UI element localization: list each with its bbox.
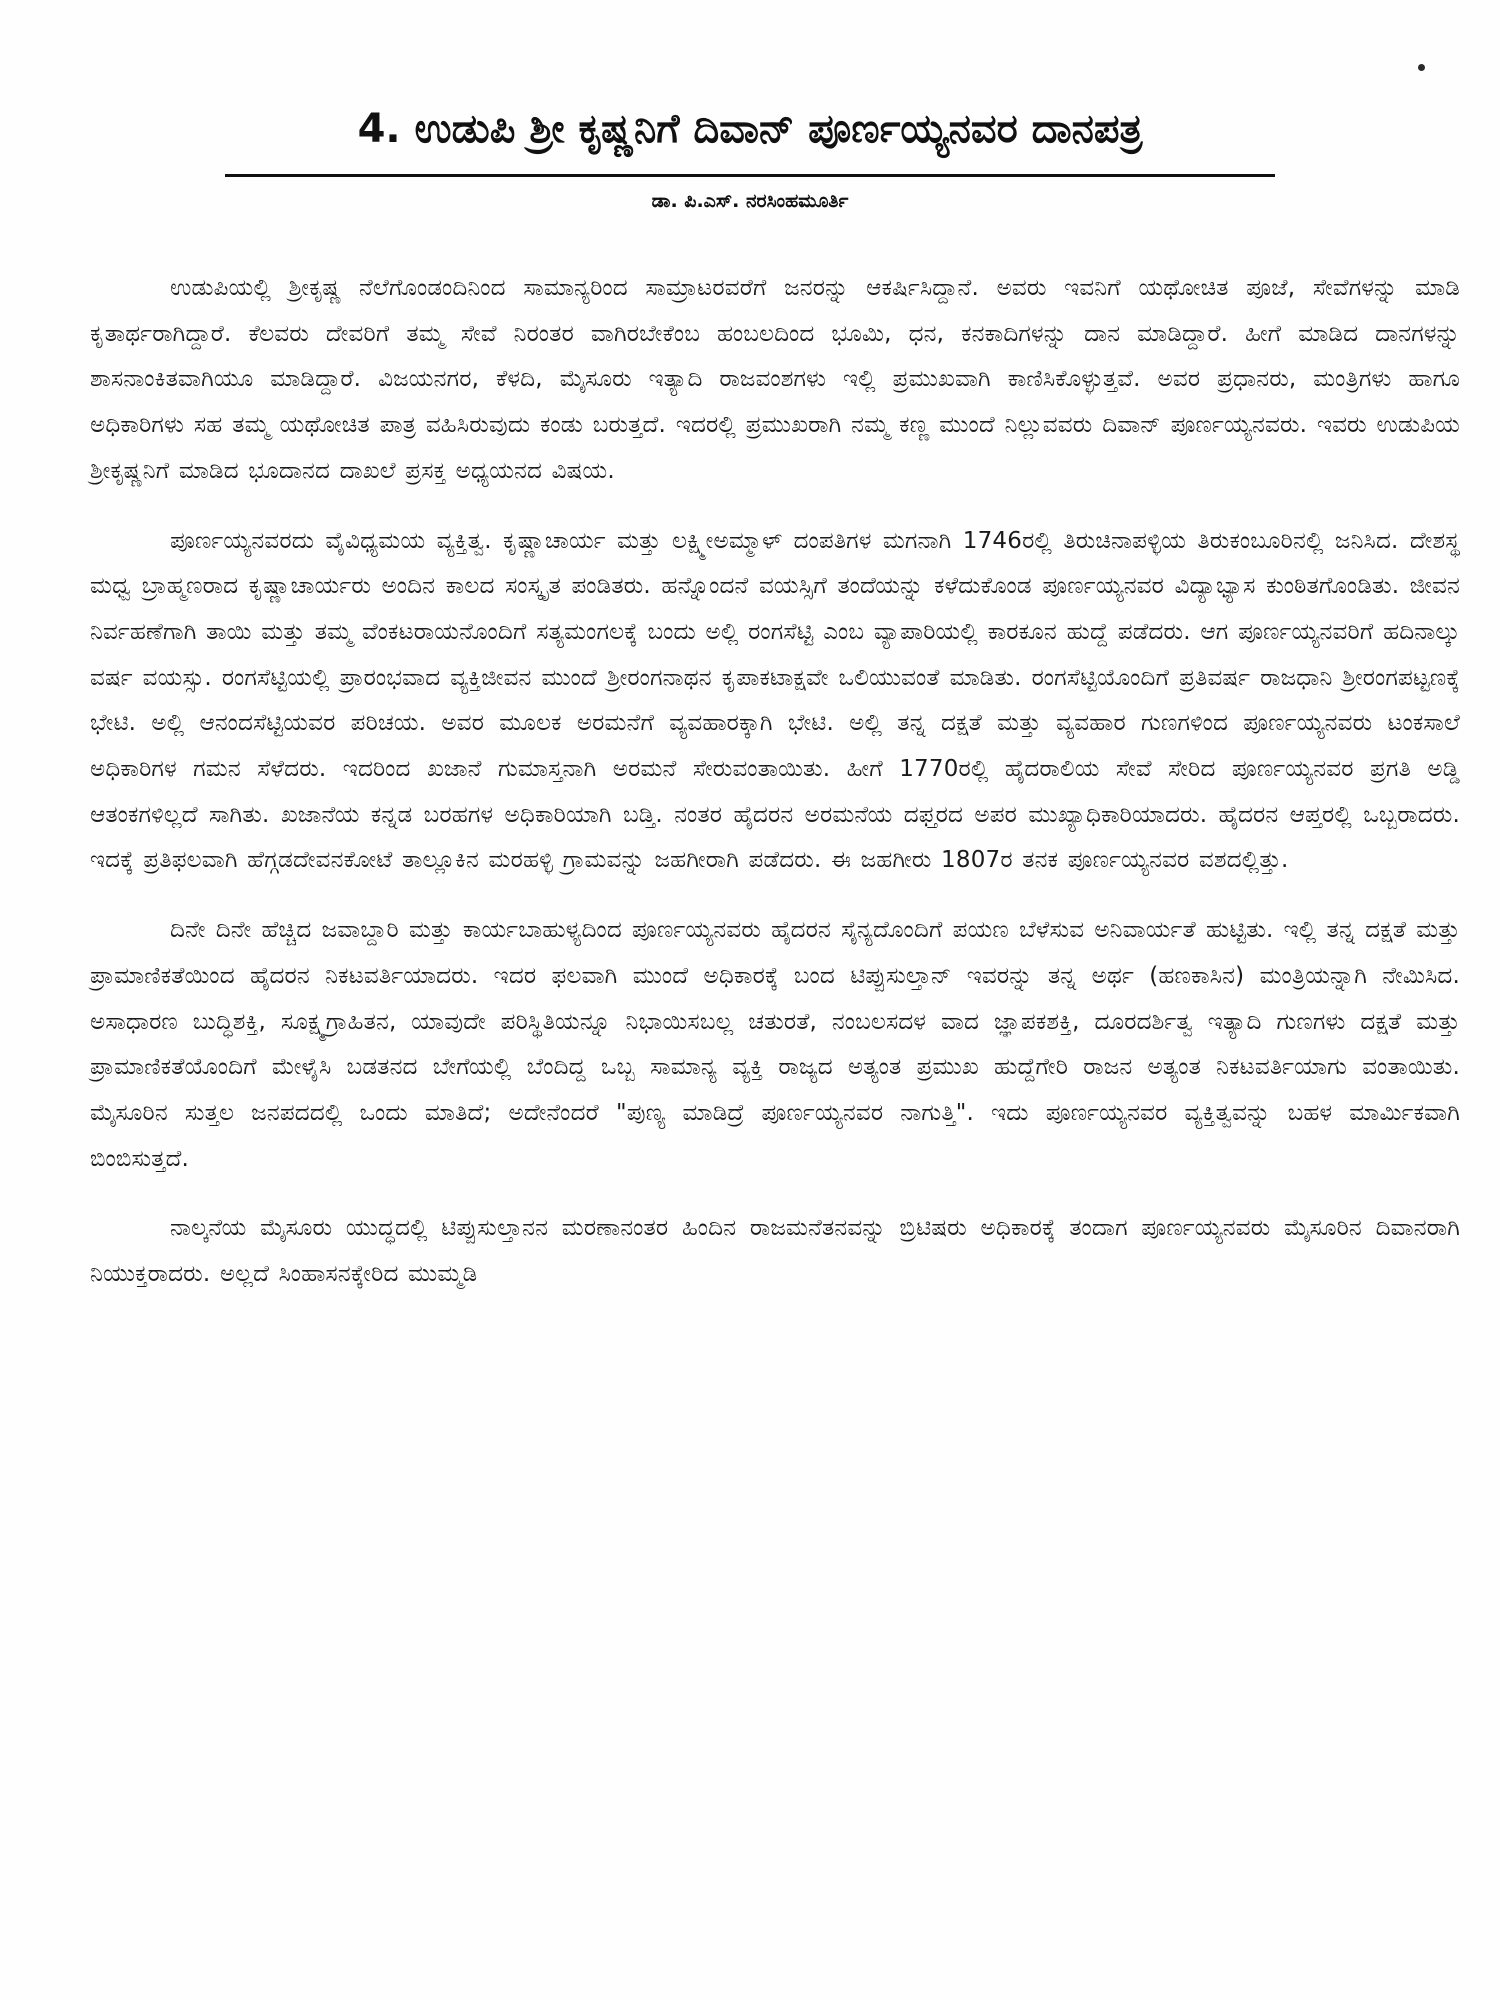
paragraph-4: ನಾಲ್ಕನೆಯ ಮೈಸೂರು ಯುದ್ಧದಲ್ಲಿ ಟಿಪ್ಪುಸುಲ್ತಾನನ ಮರಣಾನಂತರ ಹಿಂದಿನ ರಾಜಮನೆತನವನ್ನು ಬ್ರಿಟಿಷರು ಅಧಿಕಾರಕ್ಕೆ ತಂದಾಗ ಪೂರ್ಣಯ್ಯನವರು ಮೈಸೂರಿನ ದಿವಾನರಾಗಿ ನಿಯುಕ್ತರಾದರು. ಅಲ್ಲದೆ ಸಿಂಹಾಸನಕ್ಕೇರಿದ ಮುಮ್ಮಡಿ: [90, 1215, 1460, 1288]
paragraph-3: ದಿನೇ ದಿನೇ ಹೆಚ್ಚಿದ ಜವಾಬ್ದಾರಿ ಮತ್ತು ಕಾರ್ಯಬಾಹುಳ್ಯದಿಂದ ಪೂರ್ಣಯ್ಯನವರು ಹೈದರನ ಸೈನ್ಯದೊಂದಿಗೆ ಪಯಣ ಬೆಳೆಸುವ ಅನಿವಾರ್ಯತೆ ಹುಟ್ಟಿತು. ಇಲ್ಲಿ ತನ್ನ ದಕ್ಷತೆ ಮತ್ತು ಪ್ರಾಮಾಣಿಕತೆಯಿಂದ ಹೈದರನ ನಿಕಟವರ್ತಿಯಾದರು. ಇದರ ಫಲವಾಗಿ ಮುಂದೆ ಅಧಿಕಾರಕ್ಕೆ ಬಂದ ಟಿಪ್ಪುಸುಲ್ತಾನ್ ಇವರನ್ನು ತನ್ನ ಅರ್ಥ (ಹಣಕಾಸಿನ) ಮಂತ್ರಿಯನ್ನಾಗಿ ನೇಮಿಸಿದ. ಅಸಾಧಾರಣ ಬುದ್ಧಿಶಕ್ತಿ, ಸೂಕ್ಷ್ಮಗ್ರಾಹಿತನ, ಯಾವುದೇ ಪರಿಸ್ಥಿತಿಯನ್ನೂ ನಿಭಾಯಿಸಬಲ್ಲ ಚತುರತೆ, ನಂಬಲಸದಳ ವಾದ ಜ್ಞಾಪಕಶಕ್ತಿ, ದೂರದರ್ಶಿತ್ವ ಇತ್ಯಾದಿ ಗುಣಗಳು ದಕ್ಷತೆ ಮತ್ತು ಪ್ರಾಮಾಣಿಕತೆಯೊಂದಿಗೆ ಮೇಳೈಸಿ ಬಡತನದ ಬೇಗೆಯಲ್ಲಿ ಬೆಂದಿದ್ದ ಒಬ್ಬ ಸಾಮಾನ್ಯ ವ್ಯಕ್ತಿ ರಾಜ್ಯದ ಅತ್ಯಂತ ಪ್ರಮುಖ ಹುದ್ದೆಗೇರಿ ರಾಜನ ಅತ್ಯಂತ ನಿಕಟವರ್ತಿಯಾಗು ವಂತಾಯಿತು. ಮೈಸೂರಿನ ಸುತ್ತಲ ಜನಪದದಲ್ಲಿ ಒಂದು ಮಾತಿದೆ; ಅದೇನೆಂದರೆ "ಪುಣ್ಯ ಮಾಡಿದ್ರೆ ಪೂರ್ಣಯ್ಯನವರ ನಾಗುತ್ತಿ". ಇದು ಪೂರ್ಣಯ್ಯನವರ ವ್ಯಕ್ತಿತ್ವವನ್ನು ಬಹಳ ಮಾರ್ಮಿಕವಾಗಿ ಬಿಂಬಿಸುತ್ತದೆ.: [90, 917, 1460, 1172]
article-title: 4. ಉಡುಪಿ ಶ್ರೀ ಕೃಷ್ಣನಿಗೆ ದಿವಾನ್ ಪೂರ್ಣಯ್ಯನವರ ದಾನಪತ್ರ: [357, 106, 1143, 152]
paragraph-2: ಪೂರ್ಣಯ್ಯನವರದು ವೈವಿಧ್ಯಮಯ ವ್ಯಕ್ತಿತ್ವ. ಕೃಷ್ಣಾಚಾರ್ಯ ಮತ್ತು ಲಕ್ಷ್ಮೀಅಮ್ಮಾಳ್ ದಂಪತಿಗಳ ಮಗನಾಗಿ 1746ರಲ್ಲಿ ತಿರುಚಿನಾಪಳ್ಳಿಯ ತಿರುಕಂಬೂರಿನಲ್ಲಿ ಜನಿಸಿದ. ದೇಶಸ್ಥ ಮಧ್ವ ಬ್ರಾಹ್ಮಣರಾದ ಕೃಷ್ಣಾಚಾರ್ಯರು ಅಂದಿನ ಕಾಲದ ಸಂಸ್ಕೃತ ಪಂಡಿತರು. ಹನ್ನೊಂದನೆ ವಯಸ್ಸಿಗೆ ತಂದೆಯನ್ನು ಕಳೆದುಕೊಂಡ ಪೂರ್ಣಯ್ಯನವರ ವಿದ್ಯಾಭ್ಯಾಸ ಕುಂಠಿತಗೊಂಡಿತು. ಜೀವನ ನಿರ್ವಹಣೆಗಾಗಿ ತಾಯಿ ಮತ್ತು ತಮ್ಮ ವೆಂಕಟರಾಯನೊಂದಿಗೆ ಸತ್ಯಮಂಗಲಕ್ಕೆ ಬಂದು ಅಲ್ಲಿ ರಂಗಸೆಟ್ಟಿ ಎಂಬ ವ್ಯಾಪಾರಿಯಲ್ಲಿ ಕಾರಕೂನ ಹುದ್ದೆ ಪಡೆದರು. ಆಗ ಪೂರ್ಣಯ್ಯನವರಿಗೆ ಹದಿನಾಲ್ಕು ವರ್ಷ ವಯಸ್ಸು. ರಂಗಸೆಟ್ಟಿಯಲ್ಲಿ ಪ್ರಾರಂಭವಾದ ವ್ಯಕ್ತಿಜೀವನ ಮುಂದೆ ಶ್ರೀರಂಗನಾಥನ ಕೃಪಾಕಟಾಕ್ಷವೇ ಒಲಿಯುವಂತೆ ಮಾಡಿತು. ರಂಗಸೆಟ್ಟಿಯೊಂದಿಗೆ ಪ್ರತಿವರ್ಷ ರಾಜಧಾನಿ ಶ್ರೀರಂಗಪಟ್ಟಣಕ್ಕೆ ಭೇಟಿ. ಅಲ್ಲಿ ಆನಂದಸೆಟ್ಟಿಯವರ ಪರಿಚಯ. ಅವರ ಮೂಲಕ ಅರಮನೆಗೆ ವ್ಯವಹಾರಕ್ಕಾಗಿ ಭೇಟಿ. ಅಲ್ಲಿ ತನ್ನ ದಕ್ಷತೆ ಮತ್ತು ವ್ಯವಹಾರ ಗುಣಗಳಿಂದ ಪೂರ್ಣಯ್ಯನವರು ಟಂಕಸಾಲೆ ಅಧಿಕಾರಿಗಳ ಗಮನ ಸೆಳೆದರು. ಇದರಿಂದ ಖಜಾನೆ ಗುಮಾಸ್ತನಾಗಿ ಅರಮನೆ ಸೇರುವಂತಾಯಿತು. ಹೀಗೆ 1770ರಲ್ಲಿ ಹೈದರಾಲಿಯ ಸೇವೆ ಸೇರಿದ ಪೂರ್ಣಯ್ಯನವರ ಪ್ರಗತಿ ಅಡ್ಡಿ ಆತಂಕಗಳಿಲ್ಲದೆ ಸಾಗಿತು. ಖಜಾನೆಯ ಕನ್ನಡ ಬರಹಗಳ ಅಧಿಕಾರಿಯಾಗಿ ಬಡ್ತಿ. ನಂತರ ಹೈದರನ ಅರಮನೆಯ ದಫ್ತರದ ಅಪರ ಮುಖ್ಯಾಧಿಕಾರಿಯಾದರು. ಹೈದರನ ಆಪ್ತರಲ್ಲಿ ಒಬ್ಬರಾದರು. ಇದಕ್ಕೆ ಪ್ರತಿಫಲವಾಗಿ ಹೆಗ್ಗಡದೇವನಕೋಟೆ ತಾಲ್ಲೂಕಿನ ಮರಹಳ್ಳಿ ಗ್ರಾಮವನ್ನು ಜಹಗೀರಾಗಿ ಪಡೆದರು. ಈ ಜಹಗೀರು 1807ರ ತನಕ ಪೂರ್ಣಯ್ಯನವರ ವಶದಲ್ಲಿತ್ತು.: [90, 527, 1460, 874]
paragraph-1: ಉಡುಪಿಯಲ್ಲಿ ಶ್ರೀಕೃಷ್ಣ ನೆಲೆಗೊಂಡಂದಿನಿಂದ ಸಾಮಾನ್ಯರಿಂದ ಸಾಮ್ರಾಟರವರೆಗೆ ಜನರನ್ನು ಆಕರ್ಷಿಸಿದ್ದಾನೆ. ಅವರು ಇವನಿಗೆ ಯಥೋಚಿತ ಪೂಜೆ, ಸೇವೆಗಳನ್ನು ಮಾಡಿ ಕೃತಾರ್ಥರಾಗಿದ್ದಾರೆ. ಕೆಲವರು ದೇವರಿಗೆ ತಮ್ಮ ಸೇವೆ ನಿರಂತರ ವಾಗಿರಬೇಕೆಂಬ ಹಂಬಲದಿಂದ ಭೂಮಿ, ಧನ, ಕನಕಾದಿಗಳನ್ನು ದಾನ ಮಾಡಿದ್ದಾರೆ. ಹೀಗೆ ಮಾಡಿದ ದಾನಗಳನ್ನು ಶಾಸನಾಂಕಿತವಾಗಿಯೂ ಮಾಡಿದ್ದಾರೆ. ವಿಜಯನಗರ, ಕೆಳದಿ, ಮೈಸೂರು ಇತ್ಯಾದಿ ರಾಜವಂಶಗಳು ಇಲ್ಲಿ ಪ್ರಮುಖವಾಗಿ ಕಾಣಿಸಿಕೊಳ್ಳುತ್ತವೆ. ಅವರ ಪ್ರಧಾನರು, ಮಂತ್ರಿಗಳು ಹಾಗೂ ಅಧಿಕಾರಿಗಳು ಸಹ ತಮ್ಮ ಯಥೋಚಿತ ಪಾತ್ರ ವಹಿಸಿರುವುದು ಕಂಡು ಬರುತ್ತದೆ. ಇದರಲ್ಲಿ ಪ್ರಮುಖರಾಗಿ ನಮ್ಮ ಕಣ್ಣ ಮುಂದೆ ನಿಲ್ಲುವವರು ದಿವಾನ್ ಪೂರ್ಣಯ್ಯನವರು. ಇವರು ಉಡುಪಿಯ ಶ್ರೀಕೃಷ್ಣನಿಗೆ ಮಾಡಿದ ಭೂದಾನದ ದಾಖಲೆ ಪ್ರಸಕ್ತ ಅಧ್ಯಯನದ ವಿಷಯ.: [90, 275, 1460, 484]
title-underline: [225, 174, 1275, 177]
scan-speck: [1418, 64, 1425, 71]
article-body: [90, 266, 1460, 1322]
article-author: ಡಾ. ಪಿ.ಎಸ್. ನರಸಿಂಹಮೂರ್ತಿ: [651, 190, 849, 212]
